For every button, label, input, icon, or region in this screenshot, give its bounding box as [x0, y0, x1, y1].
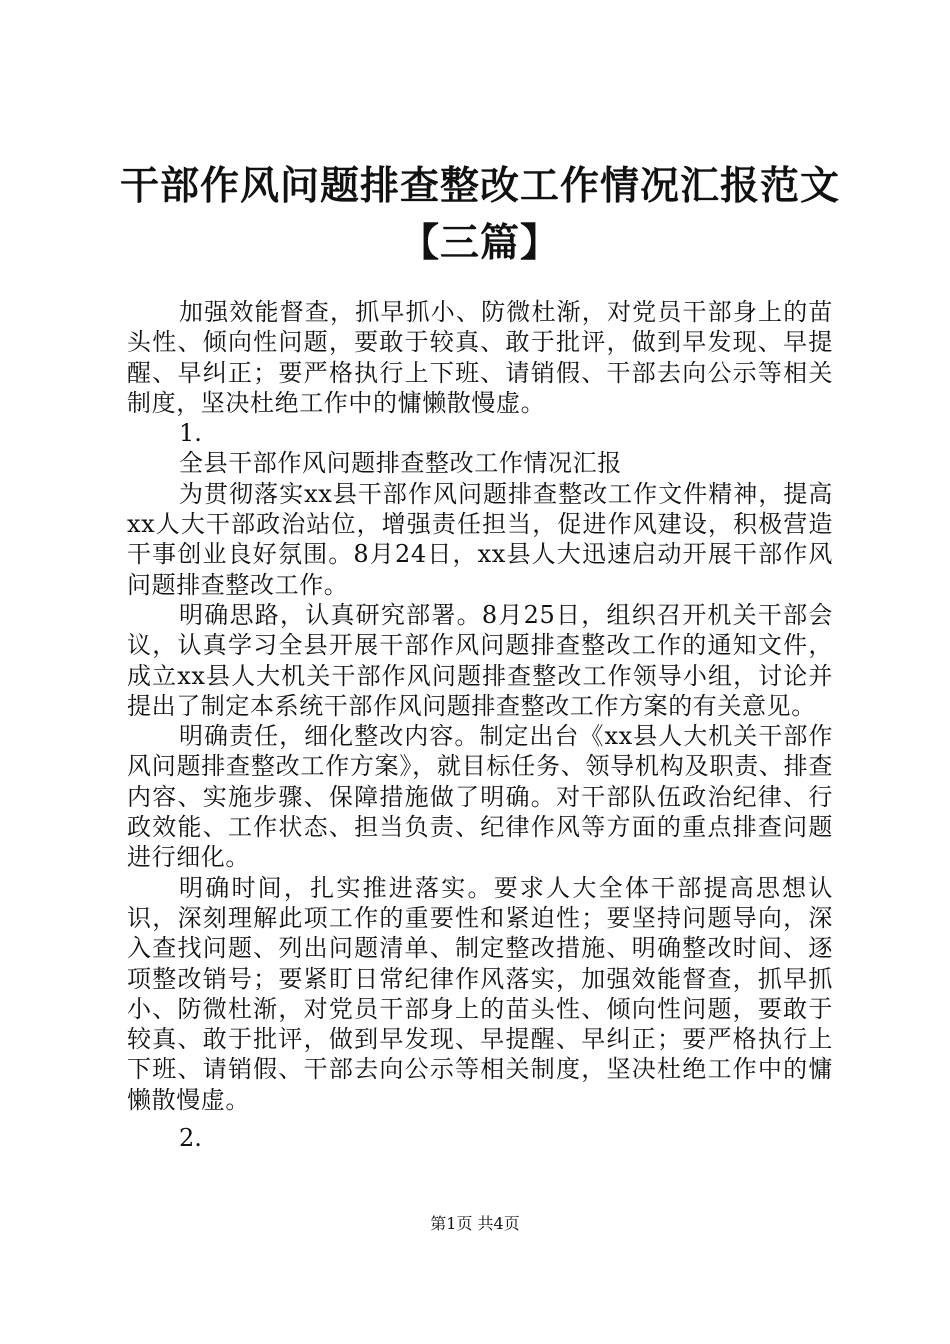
section-number-2: 2. — [179, 1124, 202, 1153]
paragraph-approach: 明确思路，认真研究部署。8月25日，组织召开机关干部会议，认真学习全县开展干部作风问题排查整改工作的通知文件，成立xx县人大机关干部作风问题排查整改工作领导小组，讨论并提出了制定本系统干部作风问题排查整改工作方案的有关意见。 — [127, 600, 833, 720]
section-number-1: 1. — [179, 419, 202, 448]
paragraph-intro: 加强效能督查，抓早抓小、防微杜渐，对党员干部身上的苗头性、倾向性问题，要敢于较真、敢于批评，做到早发现、早提醒、早纠正；要严格执行上下班、请销假、干部去向公示等相关制度，坚决杜绝工作中的慵懒散慢虚。 — [127, 298, 833, 417]
document-body — [127, 297, 833, 1153]
paragraph-purpose: 为贯彻落实xx县干部作风问题排查整改工作文件精神，提高xx人大干部政治站位，增强责任担当，促进作风建设，积极营造干事创业良好氛围。8月24日，xx县人大迅速启动开展干部作风问题排查整改工作。 — [127, 479, 833, 599]
document-title: 干部作风问题排查整改工作情况汇报范文【三篇】 — [120, 164, 841, 266]
page-footer: 第1页 共4页 — [430, 1214, 520, 1233]
paragraph-timeline: 明确时间，扎实推进落实。要求人大全体干部提高思想认识，深刻理解此项工作的重要性和紧迫性；要坚持问题导向，深入查找问题、列出问题清单、制定整改措施、明确整改时间、逐项整改销号；要紧盯日常纪律作风落实，加强效能督查，抓早抓小、防微杜渐，对党员干部身上的苗头性、倾向性问题，要敢于较真、敢于批评，做到早发现、早提醒、早纠正；要严格执行上下班、请销假、干部去向公示等相关制度，坚决杜绝工作中的慵懒散慢虚。 — [127, 873, 833, 1114]
paragraph-responsibility: 明确责任，细化整改内容。制定出台《xx县人大机关干部作风问题排查整改工作方案》，就目标任务、领导机构及职责、排查内容、实施步骤、保障措施做了明确。对干部队伍政治纪律、行政效能、工作状态、担当负责、纪律作风等方面的重点排查问题进行细化。 — [127, 722, 833, 872]
section-heading: 全县干部作风问题排查整改工作情况汇报 — [179, 449, 622, 478]
